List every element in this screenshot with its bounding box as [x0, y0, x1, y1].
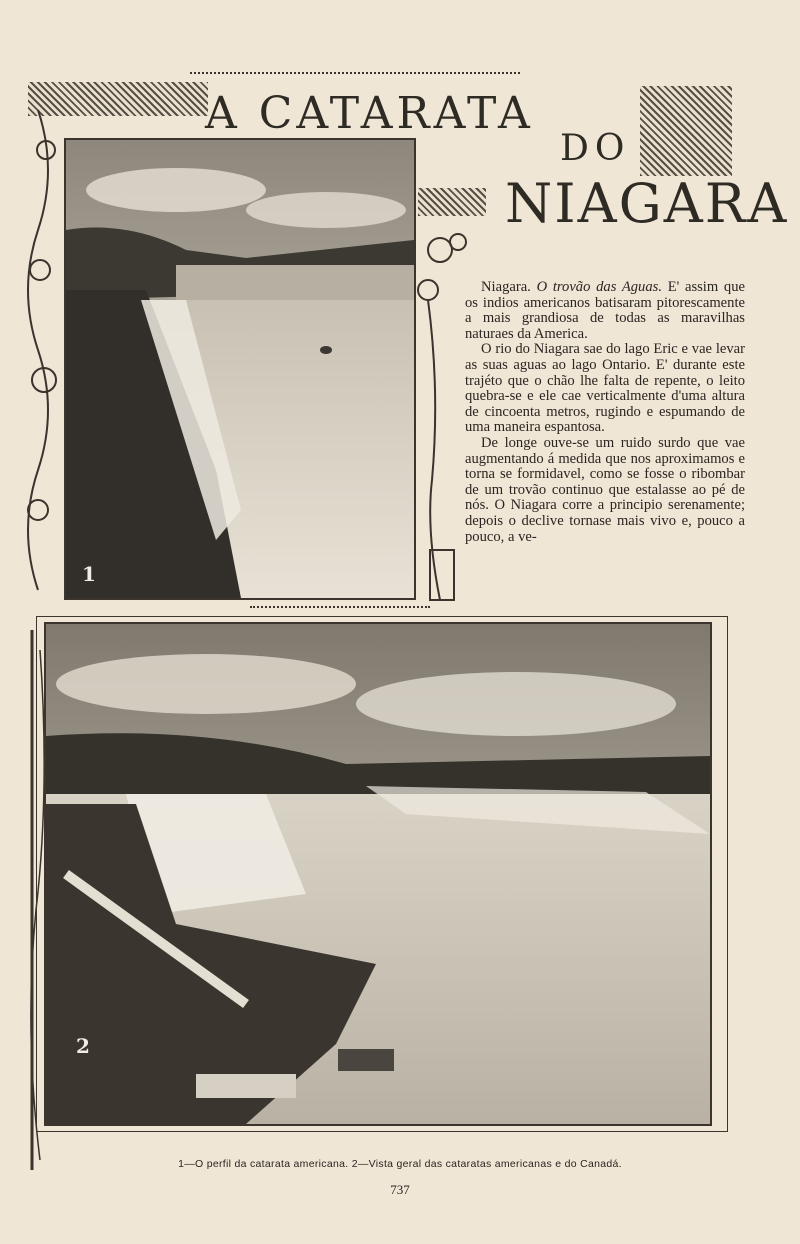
- paragraph-1-lead: Niagara.: [481, 279, 537, 295]
- top-dotted-rule: [190, 72, 520, 74]
- photo-1-american-falls: [64, 138, 416, 600]
- page-number: 737: [390, 1182, 410, 1197]
- article-body: [465, 280, 745, 545]
- title-part-1: A CATARATA: [205, 88, 534, 139]
- paragraph-1-rest: E' assim que os indios americanos batisaram pitorescamente a mais grandiosa de todas as maravilhas naturaes da America.: [465, 279, 746, 342]
- photo-1-number: 1: [82, 562, 96, 586]
- top-right-ornament: [640, 86, 732, 176]
- center-floral-stem: [410, 230, 470, 610]
- article-paragraph-2: O rio do Niagara sae do lago Eric e vae levar as suas aguas ao lago Ontario. E' durante este trajéto que o chão lhe falta de repente, o leito quebra-se e ele cae verticalmente d'uma altura de cincoenta metros, rugindo e espumando de uma maneira espantosa.: [465, 341, 745, 436]
- photo-2-outer-frame: [36, 616, 728, 1132]
- title-part-3: NIAGARA: [505, 172, 789, 235]
- article-paragraph-1: [465, 280, 745, 342]
- bottom-dotted-rule: [250, 606, 430, 608]
- photo-2-number: 2: [76, 1034, 90, 1058]
- paragraph-1-italic: O trovão das Aguas.: [536, 279, 662, 295]
- article-paragraph-3: De longe ouve-se um ruido surdo que vae augmentando á medida que nos aproximamos e torna se formidavel, como se fosse o ribombar de um trovão continuo que estalasse ao pé de nós. O Niagara corre a principio serenamente; depois o declive tornase mais vivo e, pouco a pouco, a ve-: [465, 434, 745, 545]
- photo-caption: 1—O perfil da catarata americana. 2—Vista geral das cataratas americanas e do Canadá.: [178, 1158, 622, 1170]
- title-band-ornament: [418, 188, 486, 216]
- title-part-2: DO: [560, 128, 631, 169]
